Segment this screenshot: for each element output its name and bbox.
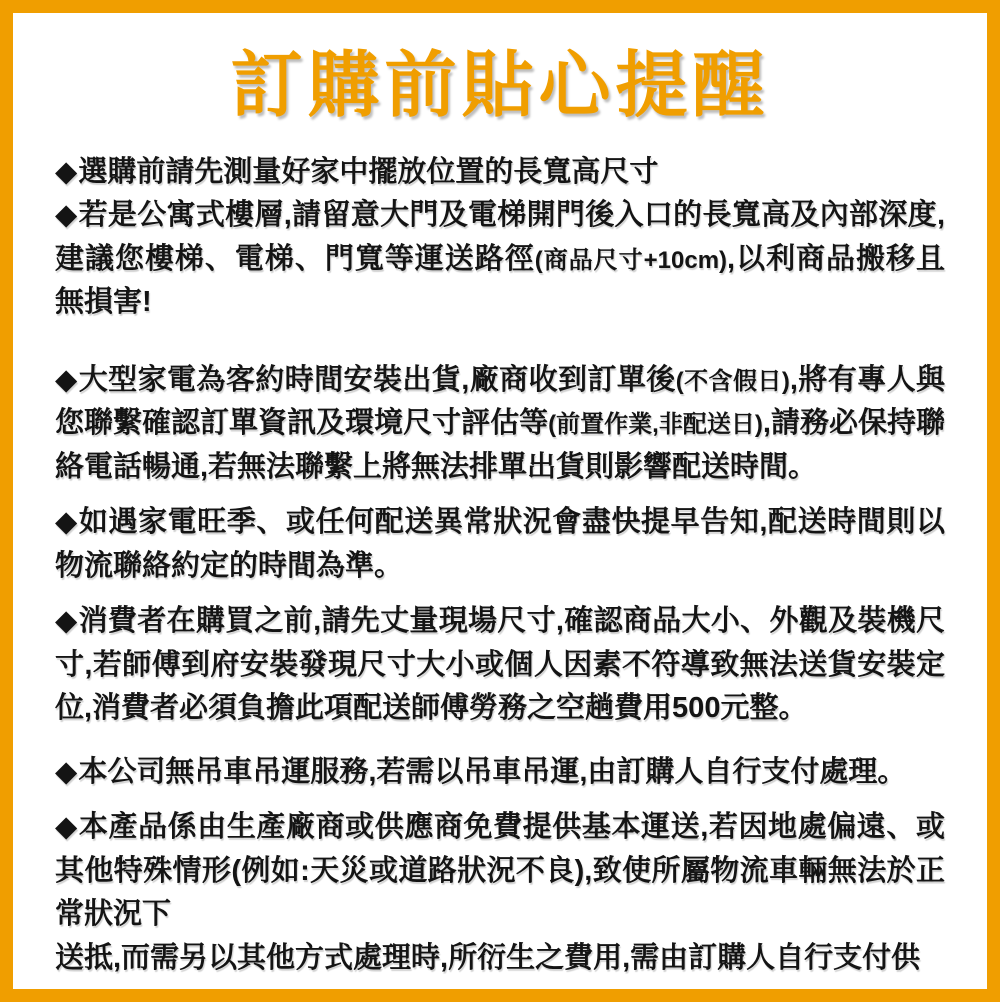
diamond-bullet-icon: ◆ <box>55 755 78 788</box>
notice-item <box>55 751 945 795</box>
notice-text: ,以利商品搬移且無損害! <box>55 242 945 319</box>
notice-item <box>55 151 945 195</box>
notice-text: 選購前請先測量好家中擺放位置的長寬高尺寸 <box>78 155 659 188</box>
notice-text-small: (不含假日) <box>675 367 790 395</box>
notice-text: 大型家電為客約時間安裝出貨,廠商收到訂單後 <box>78 363 676 396</box>
notice-text: ,將有專人與您聯繫確認訂單資訊及環境尺寸評估等 <box>55 363 945 440</box>
notice-text: 送抵,而需另以其他方式處理時,所衍生之費用,需由訂購人自行支付供 <box>55 941 921 974</box>
diamond-bullet-icon: ◆ <box>55 199 78 232</box>
notice-item <box>55 359 945 490</box>
notice-item <box>55 194 945 325</box>
diamond-bullet-icon: ◆ <box>55 155 78 188</box>
diamond-bullet-icon: ◆ <box>55 811 78 844</box>
notice-text: 如遇家電旺季、或任何配送異常狀況會盡快提早告知,配送時間則以物流聯絡約定的時間為準。 <box>55 506 945 582</box>
diamond-bullet-icon: ◆ <box>55 363 78 396</box>
notice-text-small: (商品尺寸+10cm) <box>534 246 728 274</box>
notice-text: 本公司無吊車吊運服務,若需以吊車吊運,由訂購人自行支付處理。 <box>78 755 907 788</box>
diamond-bullet-icon: ◆ <box>55 605 78 638</box>
notice-text: 消費者在購買之前,請先丈量現場尺寸,確認商品大小、外觀及裝機尺寸,若師傅到府安裝發現尺寸大小或個人因素不符導致無法送貨安裝定位,消費者必須負擔此項配送師傅勞務之空趟費用500元整。 <box>55 605 945 725</box>
notice-text: ,請務必保持聯絡電話暢通,若無法聯繫上將無法排單出貨則影響配送時間。 <box>55 407 945 483</box>
notice-text-small: (前置作業,非配送日) <box>548 411 763 439</box>
notice-item <box>55 501 945 588</box>
notice-text: 若是公寓式樓層,請留意大門及電梯開門後入口的長寬高及內部深度,建議您樓梯、電梯、門寬等運送路徑 <box>55 199 945 275</box>
notice-text: 本產品係由生產廠商或供應商免費提供基本運送,若因地處偏遠、或其他特殊情形(例如:天災或道路狀況不良),致使所屬物流車輛無法於正常狀況下 <box>55 811 945 931</box>
notice-item <box>55 806 945 980</box>
page-title: 訂購前貼心提醒 <box>230 46 770 126</box>
notice-list <box>13 151 987 981</box>
notice-item <box>55 600 945 731</box>
diamond-bullet-icon: ◆ <box>55 506 78 539</box>
